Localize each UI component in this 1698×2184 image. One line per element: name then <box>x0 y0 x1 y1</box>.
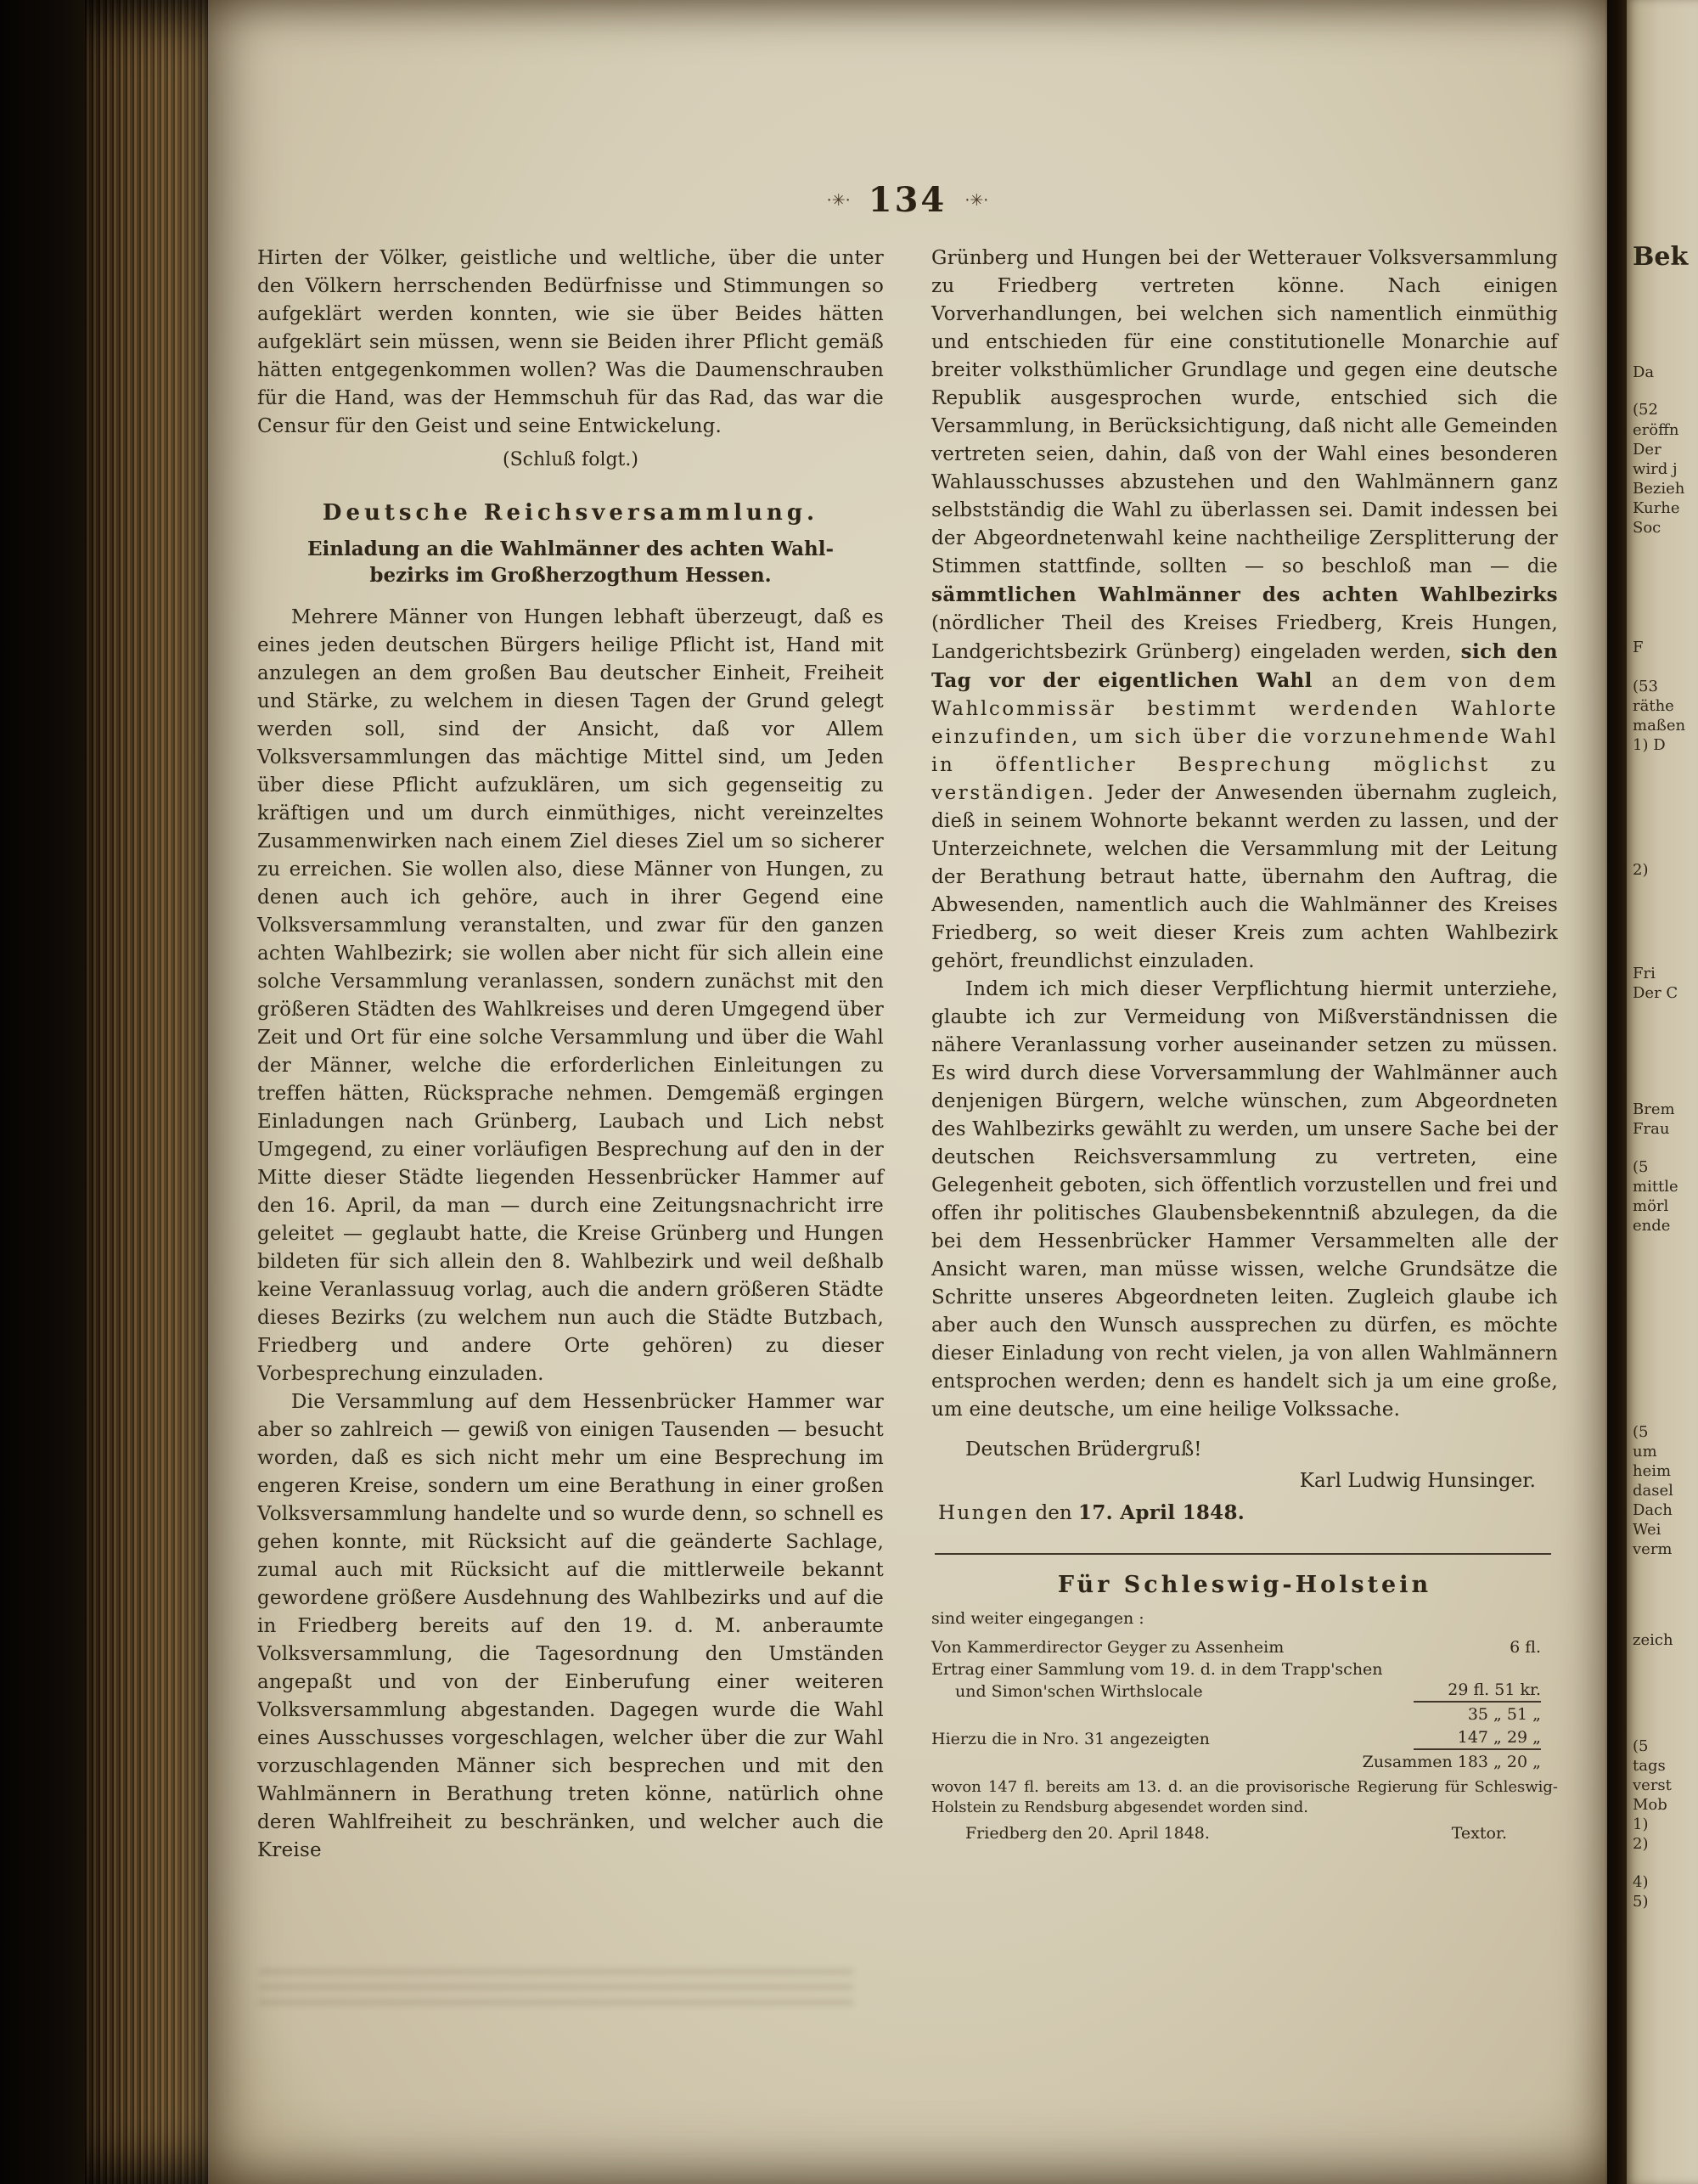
page-gutter-shadow <box>1605 0 1627 2184</box>
next-page-fragment: mittle <box>1633 1178 1678 1196</box>
dateline-date: 17. April 1848. <box>1078 1501 1245 1524</box>
next-page-fragment: zeich <box>1633 1631 1673 1649</box>
header-ornament-right-icon: ·✳· <box>964 191 989 210</box>
next-page-fragment: mörl <box>1633 1197 1669 1215</box>
next-page-fragment: Soc <box>1633 519 1661 537</box>
text-columns <box>257 245 1558 1865</box>
next-page-fragment: Mob <box>1633 1796 1667 1814</box>
right-column <box>931 245 1558 1865</box>
subheading-line: bezirks im Großherzogthum Hessen. <box>369 564 772 587</box>
article-heading: Deutsche Reichsversammlung. <box>322 500 819 526</box>
closing-salute: Deutschen Brüdergruß! <box>965 1438 1202 1461</box>
next-page-fragment: Dach <box>1633 1501 1673 1519</box>
article-subheading <box>257 536 884 588</box>
book-page <box>208 0 1607 2184</box>
schluss-note: (Schluß folgt.) <box>503 449 638 470</box>
dateline-mid: den <box>1029 1502 1079 1524</box>
next-page-fragment: 2) <box>1633 1835 1649 1853</box>
donation-label: Von Kammerdirector Geyger zu Assenheim <box>931 1638 1285 1657</box>
next-page-fragment: heim <box>1633 1462 1672 1480</box>
next-page-fragment: (53 <box>1633 678 1658 695</box>
paragraph: Mehrere Männer von Hungen lebhaft überzeugt, daß es eines jeden deutschen Bürgers heilige Pflicht ist, Hand mit anzulegen an dem großen Bau deutscher Einheit, Freiheit und Stärke, zu welchem in diesen Tagen der Grund gelegt werden soll, sind der Ansicht, daß vor Allem Volksversammlungen das mächtige Mittel sind, um Jeden über diese Pflicht aufzuklären, um sich gegenseitig zu kräftigen und um durch einmüthiges, nicht vereinzeltes Zusammenwirken nach einem Ziel dieses Ziel um so sicherer zu erreichen. Sie wollen also, diese Männer von Hungen, zu denen auch ich gehöre, auch in ihrer Gegend eine Volksversammlung veranstalten, und zwar für den ganzen achten Wahlbezirk; sie wollen aber nicht für sich allein eine solche Versammlung veranlassen, sondern zunächst mit den größeren Städten des Wahlkreises und deren Umgegend über Zeit und Ort für eine solche Versammlung und über die Wahl der Männer, welche die erforderlichen Einleitungen zu treffen hätten, Rücksprache nehmen. Demgemäß ergingen Einladungen nach Grünberg, Laubach und Lich nebst Umgegend, zu einer vorläufigen Besprechung auf den in der Mitte dieser Städte liegenden Hessenbrücker Hammer auf den 16. April, da man — durch eine Zeitungsnachricht irre geleitet — geglaubt hatte, die Kreise Grünberg und Hungen bildeten für sich allein den 8. Wahlbezirk und weil deßhalb keine Veranlassuug vorlag, auch die andern größeren Städte dieses Bezirks (zu welchem nun auch die Städte Butzbach, Friedberg und andere Orte gehören) zu dieser Vorbesprechung einzuladen. <box>257 606 884 1385</box>
donation-total: Zusammen 183 „ 20 „ <box>1362 1753 1541 1771</box>
page-edge-stack <box>85 0 208 2184</box>
left-column <box>257 245 884 1865</box>
next-page-fragment: 2) <box>1633 861 1649 879</box>
book-binding <box>0 0 85 2184</box>
next-page-fragment: Fri <box>1633 965 1656 982</box>
text-run: Jeder der Anwesenden übernahm zugleich, dieß in seinem Wohnorte bekannt werden zu lassen, und der Unterzeichnete, welchen die Versammlung mit der Leitung der Berathung betraut hatte, übernahm den Auftrag, die Abwesenden, namentlich auch die Wahlmänner des Kreises Friedberg, so weit dieser Kreis zum achten Wahlbezirk gehört, freundlichst einzuladen. <box>931 782 1558 972</box>
next-page-fragment: ende <box>1633 1217 1671 1235</box>
next-page-fragment: Bezieh <box>1633 480 1685 498</box>
donation-amount: 147 „ 29 „ <box>1414 1726 1541 1750</box>
next-page-fragment: Der <box>1633 441 1661 459</box>
donation-row <box>931 1726 1558 1750</box>
page-header <box>208 180 1607 220</box>
next-page-fragment: verst <box>1633 1776 1672 1794</box>
next-page-fragment: Der C <box>1633 984 1678 1002</box>
next-page-fragment: um <box>1633 1443 1657 1461</box>
next-page-fragment: tags <box>1633 1757 1666 1775</box>
donations-intro: sind weiter eingegangen : <box>931 1609 1144 1628</box>
emphasis-bold: sämmtlichen Wahlmänner des achten Wahlbezirks <box>931 583 1558 606</box>
next-page-fragment: (52 <box>1633 401 1658 419</box>
paragraph <box>931 245 1558 976</box>
next-page-fragment: räthe <box>1633 697 1674 715</box>
dateline <box>931 1499 1558 1528</box>
next-page-fragment: Kurhe <box>1633 499 1680 517</box>
next-page-fragment: Bek <box>1633 242 1689 272</box>
next-page-fragment: 5) <box>1633 1893 1649 1911</box>
next-page-fragment: verm <box>1633 1540 1673 1558</box>
text-run: Grünberg und Hungen bei der Wetterauer Volksversammlung zu Friedberg vertreten könne. Nach einigen Vorverhandlungen, bei welchen sich namentlich einmüthig und entschieden für eine constitutionelle Monarchie auf breiter volksthümlicher Grundlage und gegen eine deutsche Republik ausgesprochen wurde, entschied sich die Versammlung, in Berücksichtigung, daß nicht alle Gemeinden vertreten seien, dahin, daß von der Wahl eines besonderen Wahlausschusses abzustehen und den Wahlmännern ganz selbstständig die Wahl zu überlassen sei. Damit indessen bei der Abgeordnetenwahl keine nachtheilige Zersplitterung der Stimmen stattfinde, sollten — so beschloß man — die <box>931 247 1558 577</box>
next-page-fragment: (5 <box>1633 1423 1649 1441</box>
next-page-fragment: eröffn <box>1633 421 1679 439</box>
next-page-fragment: dasel <box>1633 1482 1673 1500</box>
emphasis-bold: sich den Tag vor der eigentlichen Wahl <box>931 640 1558 692</box>
signature: Karl Ludwig Hunsinger. <box>1299 1470 1536 1492</box>
bleed-through-smudge <box>259 1966 853 2005</box>
next-page-fragment: F <box>1633 639 1644 656</box>
next-page-fragment: (5 <box>1633 1158 1649 1176</box>
donation-row <box>931 1636 1558 1658</box>
section-divider <box>935 1553 1551 1555</box>
text-run: (nördlicher Theil des Kreises Friedberg, Kreis Hungen, Landgerichtsbezirk Grünberg) eingeladen werden, <box>931 612 1558 663</box>
donation-subtotal: 35 „ 51 „ <box>1467 1705 1541 1724</box>
next-page-fragment: Da <box>1633 363 1655 381</box>
next-page-fragment: (5 <box>1633 1737 1649 1755</box>
next-page-fragment: Wei <box>1633 1521 1661 1539</box>
paragraph: Indem ich mich dieser Verpflichtung hiermit unterziehe, glaubte ich zur Vermeidung von Mißverständnissen die nähere Veranlassung vorher auseinander setzen zu müssen. Es wird durch diese Vorversammlung der Wahlmänner auch denjenigen Bürgern, welche wünschen, zum Abgeordneten des Wahlbezirks gewählt zu werden, um unsere Sache bei der deutschen Reichsversammlung zu vertreten, eine Gelegenheit geboten, sich öffentlich vorzustellen und frei und offen ihr politisches Glaubensbekenntniß abzulegen, da die bei dem Hessenbrücker Hammer Versammelten alle der Ansicht waren, man müsse wissen, welche Grundsätze die Schritte unseres Abgeordneten leiten. Zugleich glaube ich aber auch den Wunsch aussprechen zu dürfen, es möchte dieser Einladung von recht vielen, ja von allen Wahlmännern entsprochen werden; denn es handelt sich ja um eine große, um eine deutsche, um eine heilige Volkssache. <box>931 978 1558 1421</box>
next-page-fragment: 1) <box>1633 1815 1649 1833</box>
next-page-fragment: Brem <box>1633 1100 1675 1118</box>
next-page-fragment: Frau <box>1633 1120 1670 1138</box>
schleswig-holstein-section <box>931 1572 1558 1845</box>
next-page-fragment: 4) <box>1633 1873 1649 1891</box>
donation-label: Ertrag einer Sammlung vom 19. d. in dem Trapp'schen und Simon'schen Wirthslocale <box>931 1660 1383 1701</box>
page-number: 134 <box>868 180 947 220</box>
next-page-fragment: 1) D <box>1633 736 1666 754</box>
donation-label: Hierzu die in Nro. 31 angezeigten <box>931 1730 1210 1748</box>
header-ornament-left-icon: ·✳· <box>826 191 851 210</box>
dateline-city: Hungen <box>938 1502 1030 1524</box>
next-page-sliver <box>1627 0 1698 2184</box>
donation-amount: 29 fl. 51 kr. <box>1414 1679 1541 1703</box>
donations-heading: Für Schleswig-Holstein <box>1057 1572 1432 1598</box>
emphasis-spaced: an dem von dem Wahlcommissär bestimmt werdenden Wahlorte einzufinden, um sich über die vorzunehmende Wahl in öffentlicher Besprechung möglichst zu verständigen. <box>931 670 1558 804</box>
next-page-fragment: wird j <box>1633 460 1678 478</box>
donation-note: wovon 147 fl. bereits am 13. d. an die provisorische Regierung für Schleswig-Holstein zu Rendsburg abgesendet worden sind. <box>931 1778 1558 1816</box>
paragraph: Hirten der Völker, geistliche und weltliche, über die unter den Völkern herrschenden Bedürfnisse und Stimmungen so aufgeklärt werden konnten, wie sie über Beides hätten aufgeklärt sein müssen, wenn sie Beiden ihrer Pflicht gemäß hätten entgegenkommen wollen? Was die Daumenschrauben für die Hand, was der Hemmschuh für das Rad, das war die Censur für den Geist und seine Entwickelung. <box>257 247 884 437</box>
donation-amount: 6 fl. <box>1510 1638 1541 1657</box>
donation-signature: Textor. <box>1451 1824 1507 1843</box>
donation-place-date: Friedberg den 20. April 1848. <box>965 1824 1210 1843</box>
next-page-fragment: maßen <box>1633 717 1686 735</box>
donation-row <box>931 1658 1558 1703</box>
paragraph: Die Versammlung auf dem Hessenbrücker Hammer war aber so zahlreich — gewiß von einigen Tausenden — besucht worden, daß es sich nicht mehr um eine Besprechung im engeren Kreise, sondern um eine Berathung in einer großen Volksversammlung handelte und so wurde denn, so schnell es gehen konnte, mit Rücksicht auf die geänderte Sachlage, zumal auch mit Rücksicht auf die mittlerweile bekannt gewordene größere Ausdehnung des Wahlbezirks und auf die in Friedberg bereits auf den 19. d. M. anberaumte Volksversammlung, die Tagesordnung den Umständen angepaßt und von der Einberufung einer weiteren Volksversammlung abgestanden. Dagegen wurde die Wahl eines Ausschusses vorgeschlagen, welcher über die zur Wahl vorzuschlagenden Männer sich besprechen und mit den Wahlmännern in Berathung treten könne, natürlich ohne deren Wahlfreiheit zu beschränken, und welcher auch die Kreise <box>257 1391 884 1861</box>
donation-footer <box>931 1821 1558 1845</box>
subheading-line: Einladung an die Wahlmänner des achten Wahl- <box>306 538 834 560</box>
